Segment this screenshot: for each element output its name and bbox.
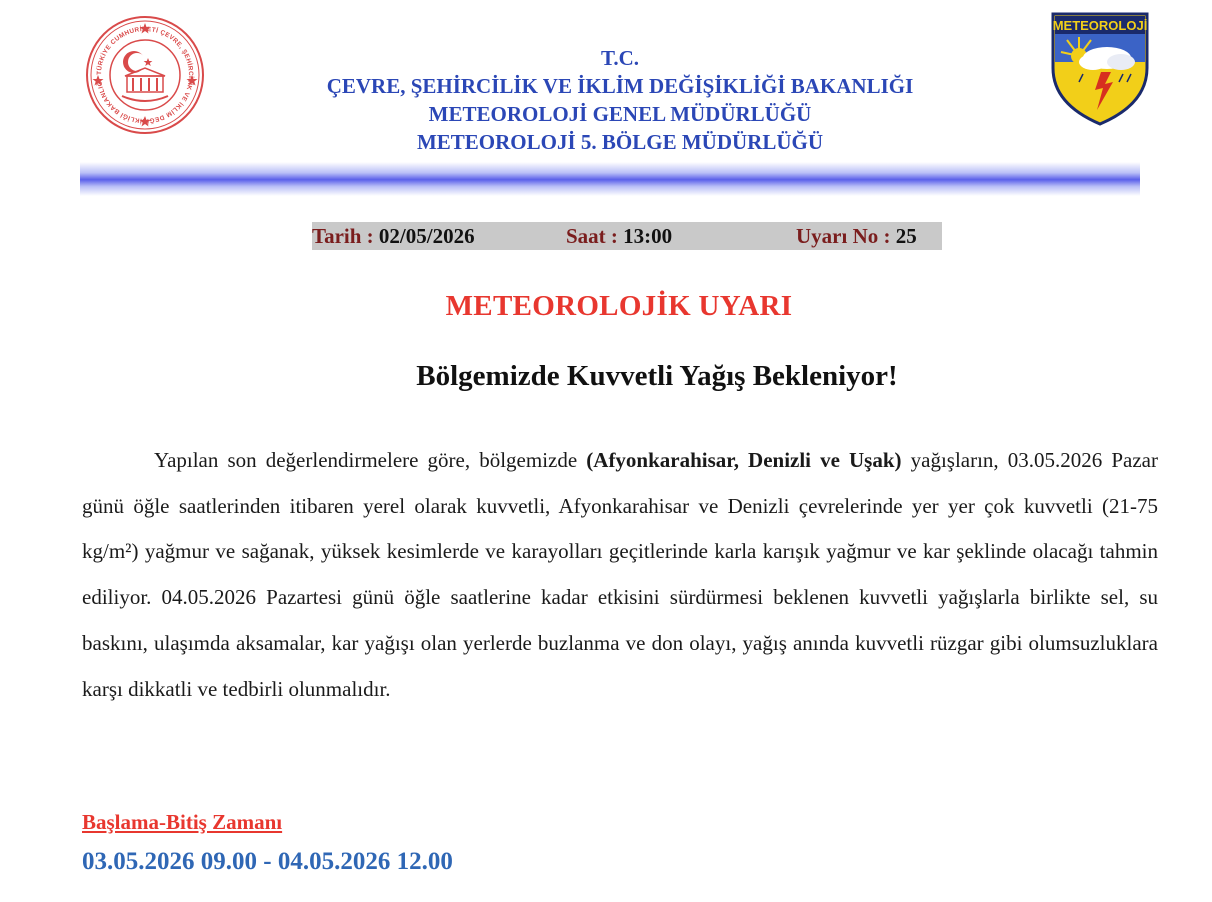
- time-label: Saat :: [566, 224, 618, 248]
- warning-number-field: [796, 222, 917, 250]
- header-line-region: METEOROLOJİ 5. BÖLGE MÜDÜRLÜĞÜ: [416, 130, 824, 154]
- svg-text:TÜRKİYE CUMHURİYETİ ÇEVRE, ŞEH: TÜRKİYE CUMHURİYETİ ÇEVRE, ŞEHİRCİLİK VE İKLİM DEĞİŞİKLİĞİ BAKANLIĞI: [95, 25, 195, 125]
- warning-body: [82, 438, 1158, 712]
- warning-subtitle: Bölgemizde Kuvvetli Yağış Bekleniyor!: [416, 360, 898, 392]
- warning-meta-bar: [312, 222, 942, 250]
- validity-label: Başlama-Bitiş Zamanı: [82, 810, 283, 834]
- date-label: Tarih :: [312, 224, 374, 248]
- validity-value: 03.05.2026 09.00 - 04.05.2026 12.00: [82, 848, 453, 875]
- ministry-header: [200, 44, 1040, 156]
- svg-text:METEOROLOJİ: METEOROLOJİ: [1052, 18, 1148, 33]
- ministry-seal-icon: [82, 12, 208, 138]
- header-line-directorate: METEOROLOJİ GENEL MÜDÜRLÜĞÜ: [428, 102, 812, 126]
- warning-number-label: Uyarı No :: [796, 224, 891, 248]
- date-value: 02/05/2026: [378, 224, 475, 248]
- body-details: yağışların, 03.05.2026 Pazar günü öğle saatlerinden itibaren yerel olarak kuvvetli, Afyonkarahisar ve Denizli çevrelerinde yer yer çok kuvvetli (21-75 kg/m²) yağmur ve sağanak, yüksek kesimlerde ve karayolları geçitlerinde karla karışık yağmur ve kar şeklinde olacağı tahmin ediliyor. 04.05.2026 Pazartesi günü öğle saatlerine kadar etkisini sürdürmesi beklenen kuvvetli yağışlarla birlikte sel, su baskını, ulaşımda aksamalar, kar yağışı olan yerlerde buzlanma ve don olayı, yağış anında kuvvetli rüzgar gibi olumsuzluklara karşı dikkatli ve tedbirli olunmalıdır.: [82, 448, 1158, 701]
- body-regions: (Afyonkarahisar, Denizli ve Uşak): [586, 448, 902, 472]
- time-value: 13:00: [623, 224, 673, 248]
- time-field: [566, 222, 672, 250]
- body-intro: Yapılan son değerlendirmelere göre, bölgemizde: [154, 448, 587, 472]
- header-line-tc: T.C.: [600, 46, 640, 70]
- header-line-ministry: ÇEVRE, ŞEHİRCİLİK VE İKLİM DEĞİŞİKLİĞİ BAKANLIĞI: [326, 74, 914, 98]
- meteoroloji-shield-icon: [1049, 10, 1151, 128]
- warning-number-value: 25: [895, 224, 917, 248]
- date-field: [312, 222, 475, 250]
- header-divider: [80, 162, 1140, 196]
- warning-title: METEOROLOJİK UYARI: [445, 290, 793, 322]
